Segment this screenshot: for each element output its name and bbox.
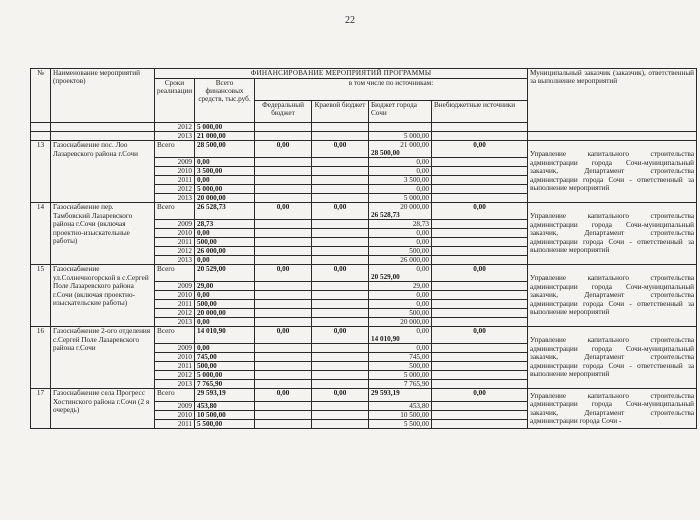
project-number: 15 — [31, 265, 51, 327]
cell-extra — [432, 420, 528, 429]
carry-row — [31, 123, 697, 132]
cell-city: 0,00 — [369, 158, 432, 167]
cell-year: 2009 — [155, 402, 195, 411]
cell-regional — [312, 229, 369, 238]
cell-extra — [432, 176, 528, 185]
cell-year: 2011 — [155, 176, 195, 185]
cell-regional — [312, 256, 369, 265]
cell-empty — [51, 132, 155, 141]
cell-total: 0,00 — [195, 229, 255, 238]
cell-total: 5 000,00 — [195, 371, 255, 380]
cell-total: 500,00 — [195, 238, 255, 247]
cell-total: 14 010,90 — [195, 327, 255, 344]
cell-city: 0,00 — [369, 238, 432, 247]
cell-regional — [312, 362, 369, 371]
cell-extra — [432, 402, 528, 411]
cell-total-label: Всего — [155, 203, 195, 220]
header-federal: Федеральный бюджет — [255, 101, 312, 123]
cell-federal — [255, 300, 312, 309]
cell-city: 0,00 — [369, 229, 432, 238]
header-extra: Внебюджетные источники — [432, 101, 528, 123]
header-number: № — [31, 69, 51, 123]
project-number: 17 — [31, 389, 51, 429]
cell-federal — [255, 220, 312, 229]
cell-regional — [312, 291, 369, 300]
cell-year: 2012 — [155, 247, 195, 256]
cell-total: 21 000,00 — [195, 132, 255, 141]
cell-year: 2013 — [155, 132, 195, 141]
cell-total: 26 000,00 — [195, 247, 255, 256]
cell-regional — [312, 132, 369, 141]
cell-empty — [51, 123, 155, 132]
cell-regional — [312, 420, 369, 429]
cell-total: 3 500,00 — [195, 167, 255, 176]
header-customer: Муниципальный заказчик (заказчик), ответственный за выполнение мероприятий — [528, 69, 697, 123]
cell-extra — [432, 220, 528, 229]
cell-regional: 0,00 — [312, 203, 369, 220]
cell-total: 0,00 — [195, 291, 255, 300]
cell-federal — [255, 282, 312, 291]
project-total-row — [31, 141, 697, 158]
cell-federal — [255, 318, 312, 327]
cell-total-label: Всего — [155, 141, 195, 158]
cell-federal — [255, 291, 312, 300]
cell-total: 500,00 — [195, 300, 255, 309]
cell-total: 20 000,00 — [195, 309, 255, 318]
cell-customer — [528, 132, 697, 141]
cell-total: 0,00 — [195, 344, 255, 353]
cell-city: 0,00 — [369, 185, 432, 194]
cell-extra — [432, 282, 528, 291]
header-name: Наименование мероприятий (проектов) — [51, 69, 155, 123]
cell-city-total: 28 500,00 — [371, 149, 400, 157]
cell-regional — [312, 247, 369, 256]
cell-city: 500,00 — [369, 362, 432, 371]
cell-city: 453,80 — [369, 402, 432, 411]
carry-row — [31, 132, 697, 141]
header-sources: в том числе по источникам: — [255, 79, 528, 101]
cell-federal — [255, 309, 312, 318]
cell-regional — [312, 411, 369, 420]
cell-year: 2013 — [155, 194, 195, 203]
cell-city: 0,00 — [369, 167, 432, 176]
project-number: 16 — [31, 327, 51, 389]
cell-extra — [432, 158, 528, 167]
cell-regional — [312, 380, 369, 389]
cell-city-total: 20 529,00 — [371, 273, 400, 281]
cell-federal — [255, 229, 312, 238]
cell-year: 2011 — [155, 300, 195, 309]
cell-regional — [312, 220, 369, 229]
cell-regional — [312, 318, 369, 327]
cell-federal — [255, 176, 312, 185]
cell-regional — [312, 238, 369, 247]
cell-extra — [432, 194, 528, 203]
cell-regional — [312, 402, 369, 411]
cell-extra — [432, 123, 528, 132]
cell-regional: 0,00 — [312, 265, 369, 282]
cell-federal — [255, 238, 312, 247]
cell-city: 20 000,00 — [369, 318, 432, 327]
cell-city — [369, 265, 432, 282]
cell-year: 2010 — [155, 291, 195, 300]
cell-federal — [255, 402, 312, 411]
page-number: 22 — [345, 15, 355, 26]
cell-total: 5 000,00 — [195, 123, 255, 132]
project-customer: Управление капитального строительства администрации города Сочи-муниципальный заказчик, Департамент строительства администрации города Сочи - ответственный за выполнение мероприятий — [528, 265, 697, 327]
cell-total: 5 500,00 — [195, 420, 255, 429]
project-number: 14 — [31, 203, 51, 265]
header-city: Бюджет города Сочи — [369, 101, 432, 123]
cell-regional — [312, 300, 369, 309]
cell-city: 29,00 — [369, 282, 432, 291]
cell-empty — [31, 132, 51, 141]
cell-federal: 0,00 — [255, 141, 312, 158]
cell-extra — [432, 309, 528, 318]
cell-federal: 0,00 — [255, 265, 312, 282]
cell-extra — [432, 247, 528, 256]
cell-total: 0,00 — [195, 158, 255, 167]
project-name: Газоснабжение ул.Солнечногорской в с.Сергей Поле Лазаревского района г.Сочи (включая проектно-изыскательские работы) — [51, 265, 155, 327]
cell-year: 2013 — [155, 380, 195, 389]
project-name: Газоснабжение пер. Тамбовский Лазаревского района г.Сочи (включая проектно-изыскательные работы) — [51, 203, 155, 265]
cell-federal: 0,00 — [255, 327, 312, 344]
cell-federal: 0,00 — [255, 389, 312, 402]
cell-city-carry: 0,00 — [416, 265, 429, 273]
cell-city — [369, 123, 432, 132]
cell-extra — [432, 238, 528, 247]
project-name: Газоснабжение пос. Лоо Лазаревского района г.Сочи — [51, 141, 155, 203]
cell-total-label: Всего — [155, 265, 195, 282]
cell-regional: 0,00 — [312, 141, 369, 158]
cell-year: 2010 — [155, 229, 195, 238]
cell-year: 2012 — [155, 309, 195, 318]
header-financing: ФИНАНСИРОВАНИЕ МЕРОПРИЯТИЙ ПРОГРАММЫ — [155, 69, 528, 79]
cell-year: 2010 — [155, 353, 195, 362]
cell-year: 2012 — [155, 185, 195, 194]
cell-total: 26 528,73 — [195, 203, 255, 220]
cell-city — [369, 141, 432, 158]
cell-city-total: 14 010,90 — [371, 335, 400, 343]
project-total-row — [31, 389, 697, 402]
cell-regional — [312, 282, 369, 291]
project-name: Газоснабжение 2-ого отделения с.Сергей Поле Лазаревского района г.Сочи — [51, 327, 155, 389]
cell-total: 29 593,19 — [195, 389, 255, 402]
cell-extra — [432, 229, 528, 238]
cell-year: 2009 — [155, 158, 195, 167]
cell-total-label: Всего — [155, 327, 195, 344]
cell-federal — [255, 362, 312, 371]
cell-year: 2013 — [155, 256, 195, 265]
cell-total: 7 765,90 — [195, 380, 255, 389]
cell-extra — [432, 132, 528, 141]
cell-city — [369, 389, 432, 402]
cell-extra: 0,00 — [432, 389, 528, 402]
cell-city: 500,00 — [369, 247, 432, 256]
cell-total: 28 500,00 — [195, 141, 255, 158]
cell-extra — [432, 300, 528, 309]
project-name: Газоснабжение села Прогресс Хостинского района г.Сочи (2 я очередь) — [51, 389, 155, 429]
cell-city: 0,00 — [369, 291, 432, 300]
cell-city: 500,00 — [369, 309, 432, 318]
cell-total: 5 000,00 — [195, 185, 255, 194]
cell-total: 28,73 — [195, 220, 255, 229]
header-terms: Сроки реализации — [155, 79, 195, 123]
cell-federal — [255, 353, 312, 362]
cell-regional — [312, 194, 369, 203]
cell-total: 0,00 — [195, 176, 255, 185]
project-total-row — [31, 265, 697, 282]
cell-extra — [432, 344, 528, 353]
project-total-row — [31, 203, 697, 220]
cell-extra — [432, 185, 528, 194]
project-total-row — [31, 327, 697, 344]
cell-regional — [312, 371, 369, 380]
cell-regional — [312, 344, 369, 353]
cell-total: 20 529,00 — [195, 265, 255, 282]
cell-city — [369, 327, 432, 344]
cell-regional — [312, 158, 369, 167]
cell-city-carry: 0,00 — [416, 327, 429, 335]
cell-empty — [31, 123, 51, 132]
cell-year: 2012 — [155, 371, 195, 380]
header-regional: Краевой бюджет — [312, 101, 369, 123]
cell-federal — [255, 420, 312, 429]
cell-federal — [255, 247, 312, 256]
cell-federal — [255, 194, 312, 203]
cell-federal — [255, 167, 312, 176]
cell-city: 5 000,00 — [369, 132, 432, 141]
cell-city: 0,00 — [369, 344, 432, 353]
cell-extra: 0,00 — [432, 327, 528, 344]
project-number: 13 — [31, 141, 51, 203]
cell-city-carry: 21 000,00 — [400, 141, 429, 149]
financing-table — [30, 68, 697, 429]
cell-year: 2009 — [155, 220, 195, 229]
cell-regional — [312, 176, 369, 185]
cell-year: 2011 — [155, 238, 195, 247]
cell-extra — [432, 167, 528, 176]
project-customer: Управление капитального строительства администрации города Сочи-муниципальный заказчик, Департамент строительства администрации города Сочи - ответственный за выполнение мероприятий — [528, 327, 697, 389]
cell-city: 5 500,00 — [369, 420, 432, 429]
cell-federal — [255, 344, 312, 353]
cell-federal — [255, 380, 312, 389]
cell-total: 0,00 — [195, 256, 255, 265]
cell-extra — [432, 380, 528, 389]
cell-city — [369, 203, 432, 220]
cell-year: 2011 — [155, 420, 195, 429]
cell-total: 500,00 — [195, 362, 255, 371]
cell-city: 0,00 — [369, 300, 432, 309]
financing-table-sheet — [30, 68, 696, 512]
cell-regional — [312, 353, 369, 362]
cell-regional — [312, 309, 369, 318]
cell-year: 2012 — [155, 123, 195, 132]
cell-year: 2011 — [155, 362, 195, 371]
cell-regional — [312, 123, 369, 132]
cell-federal — [255, 371, 312, 380]
cell-total: 20 000,00 — [195, 194, 255, 203]
cell-city: 5 000,00 — [369, 371, 432, 380]
cell-federal — [255, 158, 312, 167]
cell-city-total: 29 593,19 — [371, 389, 400, 397]
cell-city: 3 500,00 — [369, 176, 432, 185]
cell-extra: 0,00 — [432, 141, 528, 158]
cell-city: 26 000,00 — [369, 256, 432, 265]
cell-city-total: 26 528,73 — [371, 211, 400, 219]
cell-federal — [255, 185, 312, 194]
cell-extra — [432, 371, 528, 380]
cell-total: 745,00 — [195, 353, 255, 362]
cell-city: 10 500,00 — [369, 411, 432, 420]
project-customer: Управление капитального строительства администрации города Сочи-муниципальный заказчик, Департамент строительства администрации города Сочи - — [528, 389, 697, 429]
cell-regional: 0,00 — [312, 389, 369, 402]
cell-city: 745,00 — [369, 353, 432, 362]
cell-federal — [255, 411, 312, 420]
cell-city: 28,73 — [369, 220, 432, 229]
cell-total: 10 500,00 — [195, 411, 255, 420]
cell-total: 29,00 — [195, 282, 255, 291]
cell-total: 0,00 — [195, 318, 255, 327]
cell-year: 2009 — [155, 344, 195, 353]
cell-extra: 0,00 — [432, 203, 528, 220]
cell-year: 2013 — [155, 318, 195, 327]
cell-federal: 0,00 — [255, 203, 312, 220]
cell-extra — [432, 291, 528, 300]
header-total: Всего финансовых средств, тыс.руб. — [195, 79, 255, 123]
cell-year: 2009 — [155, 282, 195, 291]
cell-city: 5 000,00 — [369, 194, 432, 203]
cell-regional — [312, 185, 369, 194]
project-customer: Управление капитального строительства администрации города Сочи-муниципальный заказчик, Департамент строительства администрации города Сочи - ответственный за выполнение мероприятий — [528, 203, 697, 265]
cell-city-carry: 20 000,00 — [400, 203, 429, 211]
cell-year: 2010 — [155, 167, 195, 176]
cell-total: 453,80 — [195, 402, 255, 411]
cell-total-label: Всего — [155, 389, 195, 402]
cell-year: 2010 — [155, 411, 195, 420]
cell-regional — [312, 167, 369, 176]
cell-extra — [432, 411, 528, 420]
cell-federal — [255, 256, 312, 265]
cell-extra — [432, 318, 528, 327]
cell-extra — [432, 256, 528, 265]
cell-federal — [255, 123, 312, 132]
cell-extra: 0,00 — [432, 265, 528, 282]
cell-customer — [528, 123, 697, 132]
cell-federal — [255, 132, 312, 141]
project-customer: Управление капитального строительства администрации города Сочи-муниципальный заказчик, Департамент строительства администрации города Сочи - ответственный за выполнение мероприятий — [528, 141, 697, 203]
cell-extra — [432, 353, 528, 362]
cell-regional: 0,00 — [312, 327, 369, 344]
cell-city: 7 765,90 — [369, 380, 432, 389]
cell-extra — [432, 362, 528, 371]
